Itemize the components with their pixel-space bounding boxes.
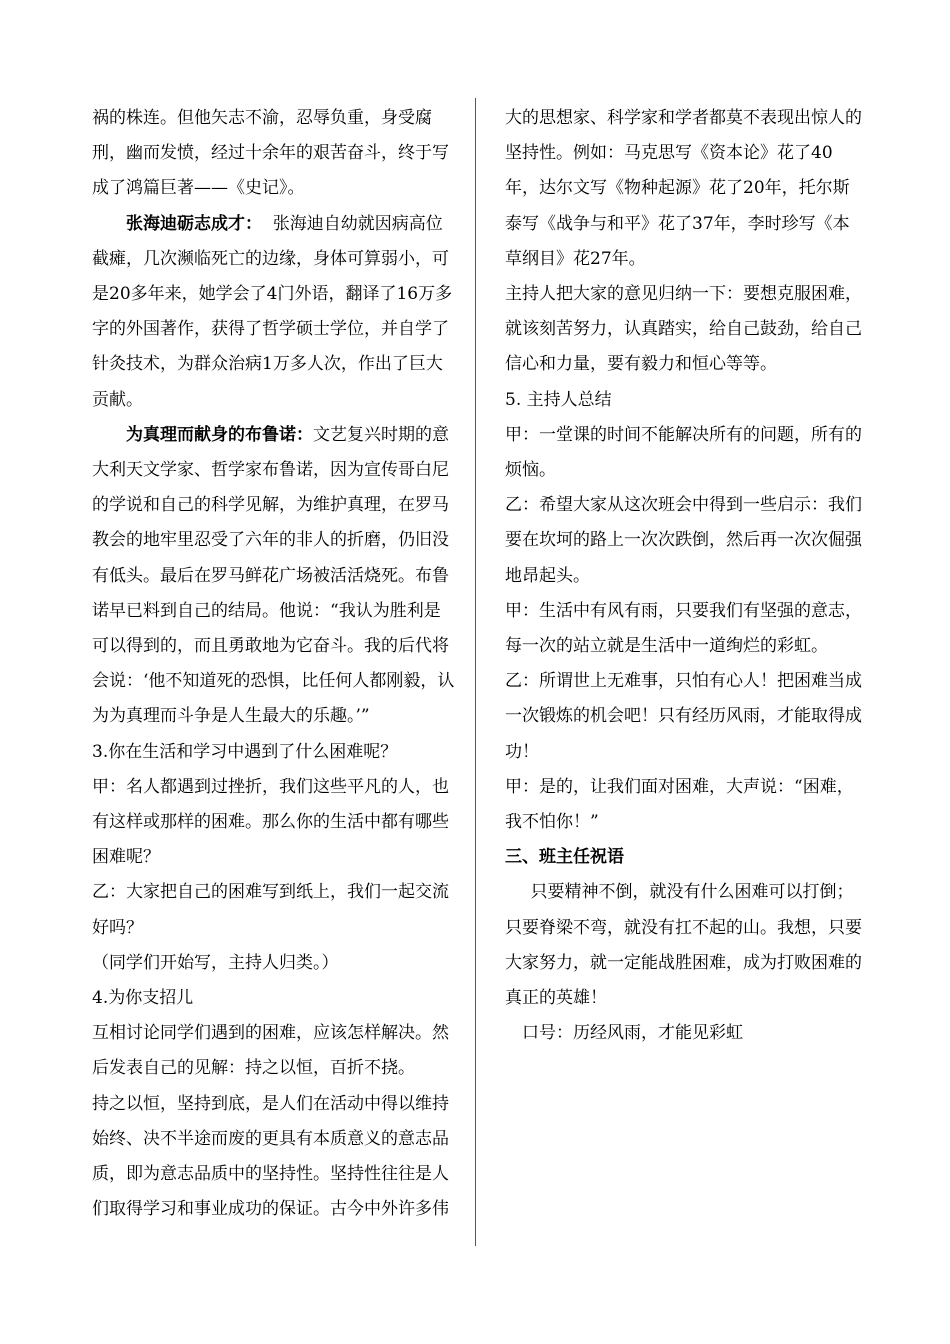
paragraph-bruno <box>92 418 455 735</box>
right-column <box>505 101 863 1051</box>
dialogue-jia-3: 甲：是的，让我们面对困难，大声说：“困难，我不怕你！” <box>505 776 854 833</box>
heading-bruno: 为真理而献身的布鲁诺： <box>126 424 313 445</box>
section-4-paragraph-1: 互相讨论同学们遇到的困难，应该怎样解决。然后发表自己的见解：持之以恒，百折不挠。 <box>92 1023 449 1079</box>
paragraph-blessing: 只要精神不倒，就没有什么困难可以打倒；只要脊梁不弯，就没有扛不起的山。我想，只要大家努力，就一定能战胜困难，成为打败困难的真正的英雄！ <box>505 882 862 1009</box>
paragraph-zhang-haidi <box>92 207 455 418</box>
dialogue-yi-2: 乙：所谓世上无难事，只怕有心人！把困难当成一次锻炼的机会吧！只有经历风雨，才能取得成功！ <box>505 671 862 762</box>
section-5-title: 5. 主持人总结 <box>505 389 612 410</box>
slogan: 口号：历经风雨，才能见彩虹 <box>522 1023 743 1044</box>
dialogue-jia-2: 甲：生活中有风有雨，只要我们有坚强的意志，每一次的站立就是生活中一道绚烂的彩虹。 <box>505 600 862 657</box>
section-4-paragraph-2: 持之以恒，坚持到底，是人们在活动中得以维持始终、决不半途而废的更具有本质意义的意志品质，即为意志品质中的坚持性。坚持性往往是人们取得学习和事业成功的保证。古今中外许多伟 <box>92 1093 449 1220</box>
text-bruno: 文艺复兴时期的意大利天文学家、哲学家布鲁诺，因为宣传哥白尼的学说和自己的科学见解，为维护真理，在罗马教会的地牢里忍受了六年的非人的折磨，仍旧没有低头。最后在罗马鲜花广场被活活烧死。布鲁诺早已料到自己的结局。他说：“我认为胜利是可以得到的，而且勇敢地为它奋斗。我的后代将会说：‘他不知道死的恐惧，比任何人都刚毅，认为为真理而斗争是人生最大的乐趣。’” <box>92 424 455 727</box>
section-3-jia: 甲：名人都遇到过挫折，我们这些平凡的人，也有这样或那样的困难。那么你的生活中都有哪些困难呢？ <box>92 776 449 868</box>
section-4-title: 4.为你支招儿 <box>92 988 194 1009</box>
paragraph-sima-qian-end: 祸的株连。但他矢志不渝，忍辱负重，身受腐刑，幽而发愤，经过十余年的艰苦奋斗，终于写成了鸿篇巨著——《史记》。 <box>92 108 449 199</box>
heading-teacher-blessing: 三、班主任祝语 <box>505 847 624 868</box>
dialogue-jia-1: 甲：一堂课的时间不能解决所有的问题，所有的烦恼。 <box>505 424 862 481</box>
text-zhang-haidi: 张海迪自幼就因病高位截瘫，几次濒临死亡的边缘，身体可算弱小，可是20多年来，她学会了4门外语，翻译了16万多字的外国著作，获得了哲学硕士学位，并自学了针灸技术，为群众治病1万多人次，作出了巨大贡献。 <box>92 213 453 410</box>
section-3-note: （同学们开始写，主持人归类。） <box>92 952 339 973</box>
section-3-title: 3.你在生活和学习中遇到了什么困难呢？ <box>92 741 398 762</box>
column-divider <box>475 98 476 1246</box>
heading-zhang-haidi: 张海迪砺志成才： <box>126 213 262 234</box>
left-column <box>92 101 455 1228</box>
paragraph-persistence-examples: 大的思想家、科学家和学者都莫不表现出惊人的坚持性。例如：马克思写《资本论》花了40年，达尔文写《物种起源》花了20年，托尔斯泰写《战争与和平》花了37年，李时珍写《本草纲目》花27年。 <box>505 108 862 269</box>
section-3-yi: 乙：大家把自己的困难写到纸上，我们一起交流好吗？ <box>92 882 449 938</box>
dialogue-yi-1: 乙：希望大家从这次班会中得到一些启示：我们要在坎坷的路上一次次跌倒，然后再一次次倔强地昂起头。 <box>505 495 862 586</box>
paragraph-host-summary: 主持人把大家的意见归纳一下：要想克服困难，就该刻苦努力，认真踏实，给自己鼓劲，给自己信心和力量，要有毅力和恒心等等。 <box>505 284 862 375</box>
